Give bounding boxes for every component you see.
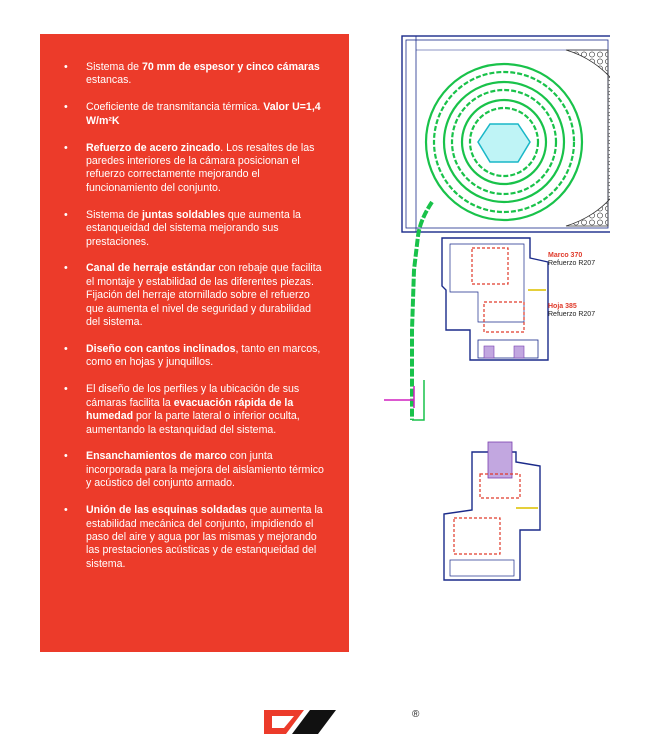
upper-profile (442, 238, 548, 360)
feature-item (64, 450, 326, 490)
feature-highlight: Valor U=1,4 W/m²K (86, 101, 321, 127)
feature-item (64, 504, 326, 571)
feature-text: que aumenta la estabilidad mecánica del conjunto, impidiendo el paso del aire y agua por las mismas y mejorando las prestaciones acústicas y de estanqueidad del sistema. (86, 504, 323, 570)
feature-text: con junta incorporada para la mejora del aislamiento térmico y acústico del conjunto armado. (86, 450, 324, 490)
feature-highlight: Canal de herraje estándar (86, 262, 216, 275)
feature-text: . Los resaltes de las paredes interiores de la cámara posicionan el refuerzo correctamente mejorando el funcionamiento del conjunto. (86, 141, 315, 194)
feature-highlight: evacuación rápida de la humedad (86, 396, 294, 423)
feature-item (64, 61, 326, 88)
registered-mark: ® (412, 709, 420, 720)
marco-reinforcement: Refuerzo R207 (548, 260, 596, 267)
feature-item (64, 142, 326, 196)
feature-item (64, 383, 326, 437)
feature-text: , tanto en marcos, como en hojas y junquillos. (86, 343, 321, 369)
feature-item (64, 209, 326, 249)
feature-text: Sistema de (86, 61, 142, 73)
feature-highlight: Diseño con cantos inclinados (86, 343, 236, 355)
axle (478, 124, 530, 162)
feature-item (64, 262, 326, 329)
feature-item (64, 101, 326, 128)
feature-text: Coeficiente de transmitancia térmica. (86, 101, 264, 114)
feature-text: por la parte lateral o inferior oculta, aumentando la estanquidad del sistema. (86, 410, 300, 436)
feature-highlight: Refuerzo de acero zincado (86, 141, 221, 154)
lower-profile (444, 442, 540, 580)
feature-highlight: 70 mm de espesor y cinco cámaras (141, 61, 320, 73)
hoja-label (548, 303, 595, 319)
feature-item (64, 343, 326, 370)
feature-text: con rebaje que facilita el montaje y estabilidad de las diferentes piezas. Fijación del herraje atornillado sobre el refuerzo que aumenta el nivel de seguridad y durabilidad del sistema. (86, 262, 322, 329)
feature-text: Sistema de (86, 208, 142, 221)
feature-text: El diseño de los perfiles y la ubicación de sus cámaras facilita la (86, 383, 300, 409)
feature-text: que aumenta la estanqueidad del sistema mejorando sus prestaciones. (86, 208, 301, 248)
hoja-reinforcement: Refuerzo R207 (548, 311, 596, 318)
hanging-slats (412, 202, 432, 420)
feature-highlight: Ensanchamientos de marco (86, 450, 227, 463)
marco-code: Marco 370 (548, 252, 583, 259)
hoja-code: Hoja 385 (548, 303, 577, 310)
features-panel (40, 34, 349, 652)
feature-highlight: juntas soldables (141, 208, 225, 221)
feature-highlight: Unión de las esquinas soldadas (86, 504, 247, 517)
feature-text: estancas. (86, 74, 132, 87)
feature-list (64, 61, 326, 585)
marco-label (548, 252, 595, 268)
brand-logo (264, 710, 336, 734)
